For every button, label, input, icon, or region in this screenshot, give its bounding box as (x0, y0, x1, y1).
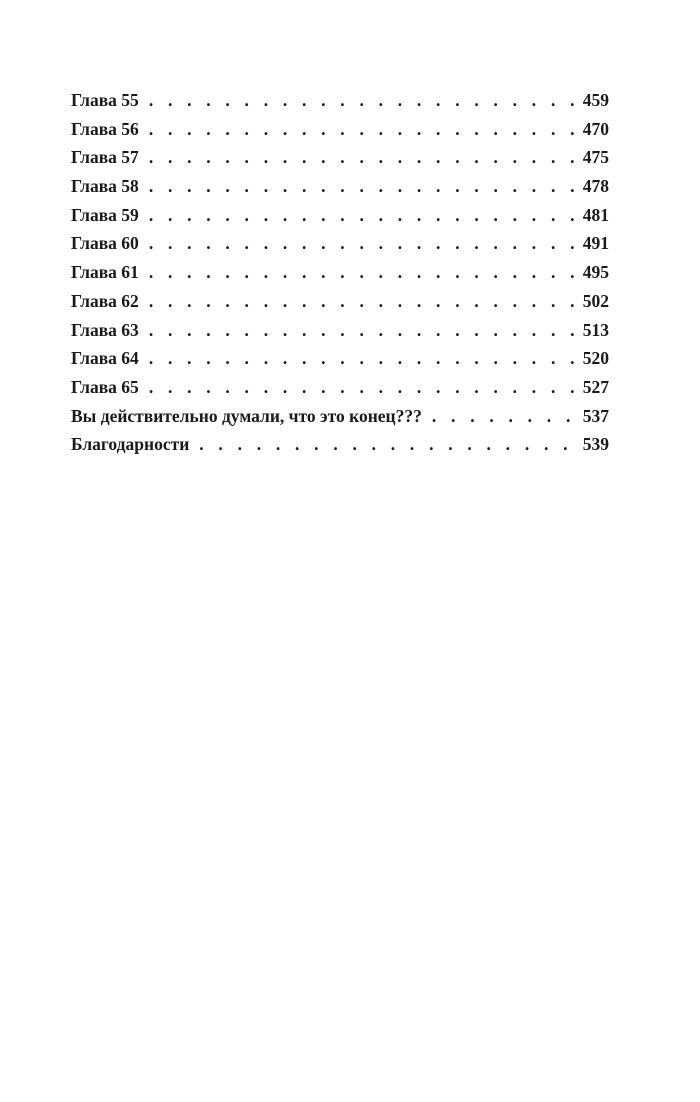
toc-entry[interactable] (71, 373, 609, 402)
dot-leader (149, 258, 577, 287)
toc-entry-page-number: 537 (582, 405, 609, 426)
dot-leader (149, 344, 577, 373)
toc-entry-page-number: 478 (582, 176, 609, 197)
toc-entry-title: Глава 61 (71, 262, 139, 283)
dot-leader (149, 201, 577, 230)
toc-entry[interactable] (71, 402, 609, 431)
toc-entry-title: Глава 60 (71, 233, 139, 254)
dot-leader (149, 316, 577, 345)
toc-entry-title: Глава 65 (71, 376, 139, 397)
toc-entry[interactable] (71, 201, 609, 230)
toc-entry-title: Глава 59 (71, 204, 139, 225)
toc-entry-page-number: 470 (582, 118, 609, 139)
toc-entry-title: Глава 56 (71, 118, 139, 139)
dot-leader (149, 115, 577, 144)
toc-entry[interactable] (71, 143, 609, 172)
toc-entry-page-number: 495 (582, 262, 609, 283)
toc-entry-page-number: 481 (582, 204, 609, 225)
toc-entry-page-number: 459 (582, 90, 609, 110)
toc-entry-page-number: 527 (582, 376, 609, 397)
table-of-contents (71, 86, 609, 459)
dot-leader (149, 229, 577, 258)
toc-entry[interactable] (71, 344, 609, 373)
dot-leader (149, 287, 577, 316)
toc-entry[interactable] (71, 86, 609, 115)
toc-entry-title: Глава 55 (71, 90, 139, 110)
dot-leader (149, 172, 577, 201)
toc-entry-page-number: 520 (582, 348, 609, 369)
toc-entry-page-number: 502 (582, 290, 609, 311)
toc-entry-page-number: 513 (582, 319, 609, 340)
dot-leader (149, 143, 577, 172)
toc-entry-page-number: 475 (582, 147, 609, 168)
toc-entry[interactable] (71, 172, 609, 201)
toc-entry-title: Глава 63 (71, 319, 139, 340)
toc-entry[interactable] (71, 258, 609, 287)
toc-entry[interactable] (71, 115, 609, 144)
dot-leader (149, 373, 577, 402)
toc-entry-title: Вы действительно думали, что это конец??? (71, 405, 422, 426)
toc-entry-title: Глава 62 (71, 290, 139, 311)
toc-entry-title: Благодарности (71, 434, 190, 455)
dot-leader (199, 430, 576, 459)
toc-entry-page-number: 491 (582, 233, 609, 254)
toc-entry-page-number: 539 (582, 434, 609, 455)
toc-entry-title: Глава 57 (71, 147, 139, 168)
toc-entry-title: Глава 58 (71, 176, 139, 197)
toc-entry[interactable] (71, 430, 609, 459)
toc-entry[interactable] (71, 316, 609, 345)
dot-leader (149, 86, 577, 115)
toc-entry[interactable] (71, 287, 609, 316)
dot-leader (432, 402, 577, 431)
toc-entry-title: Глава 64 (71, 348, 139, 369)
toc-entry[interactable] (71, 229, 609, 258)
